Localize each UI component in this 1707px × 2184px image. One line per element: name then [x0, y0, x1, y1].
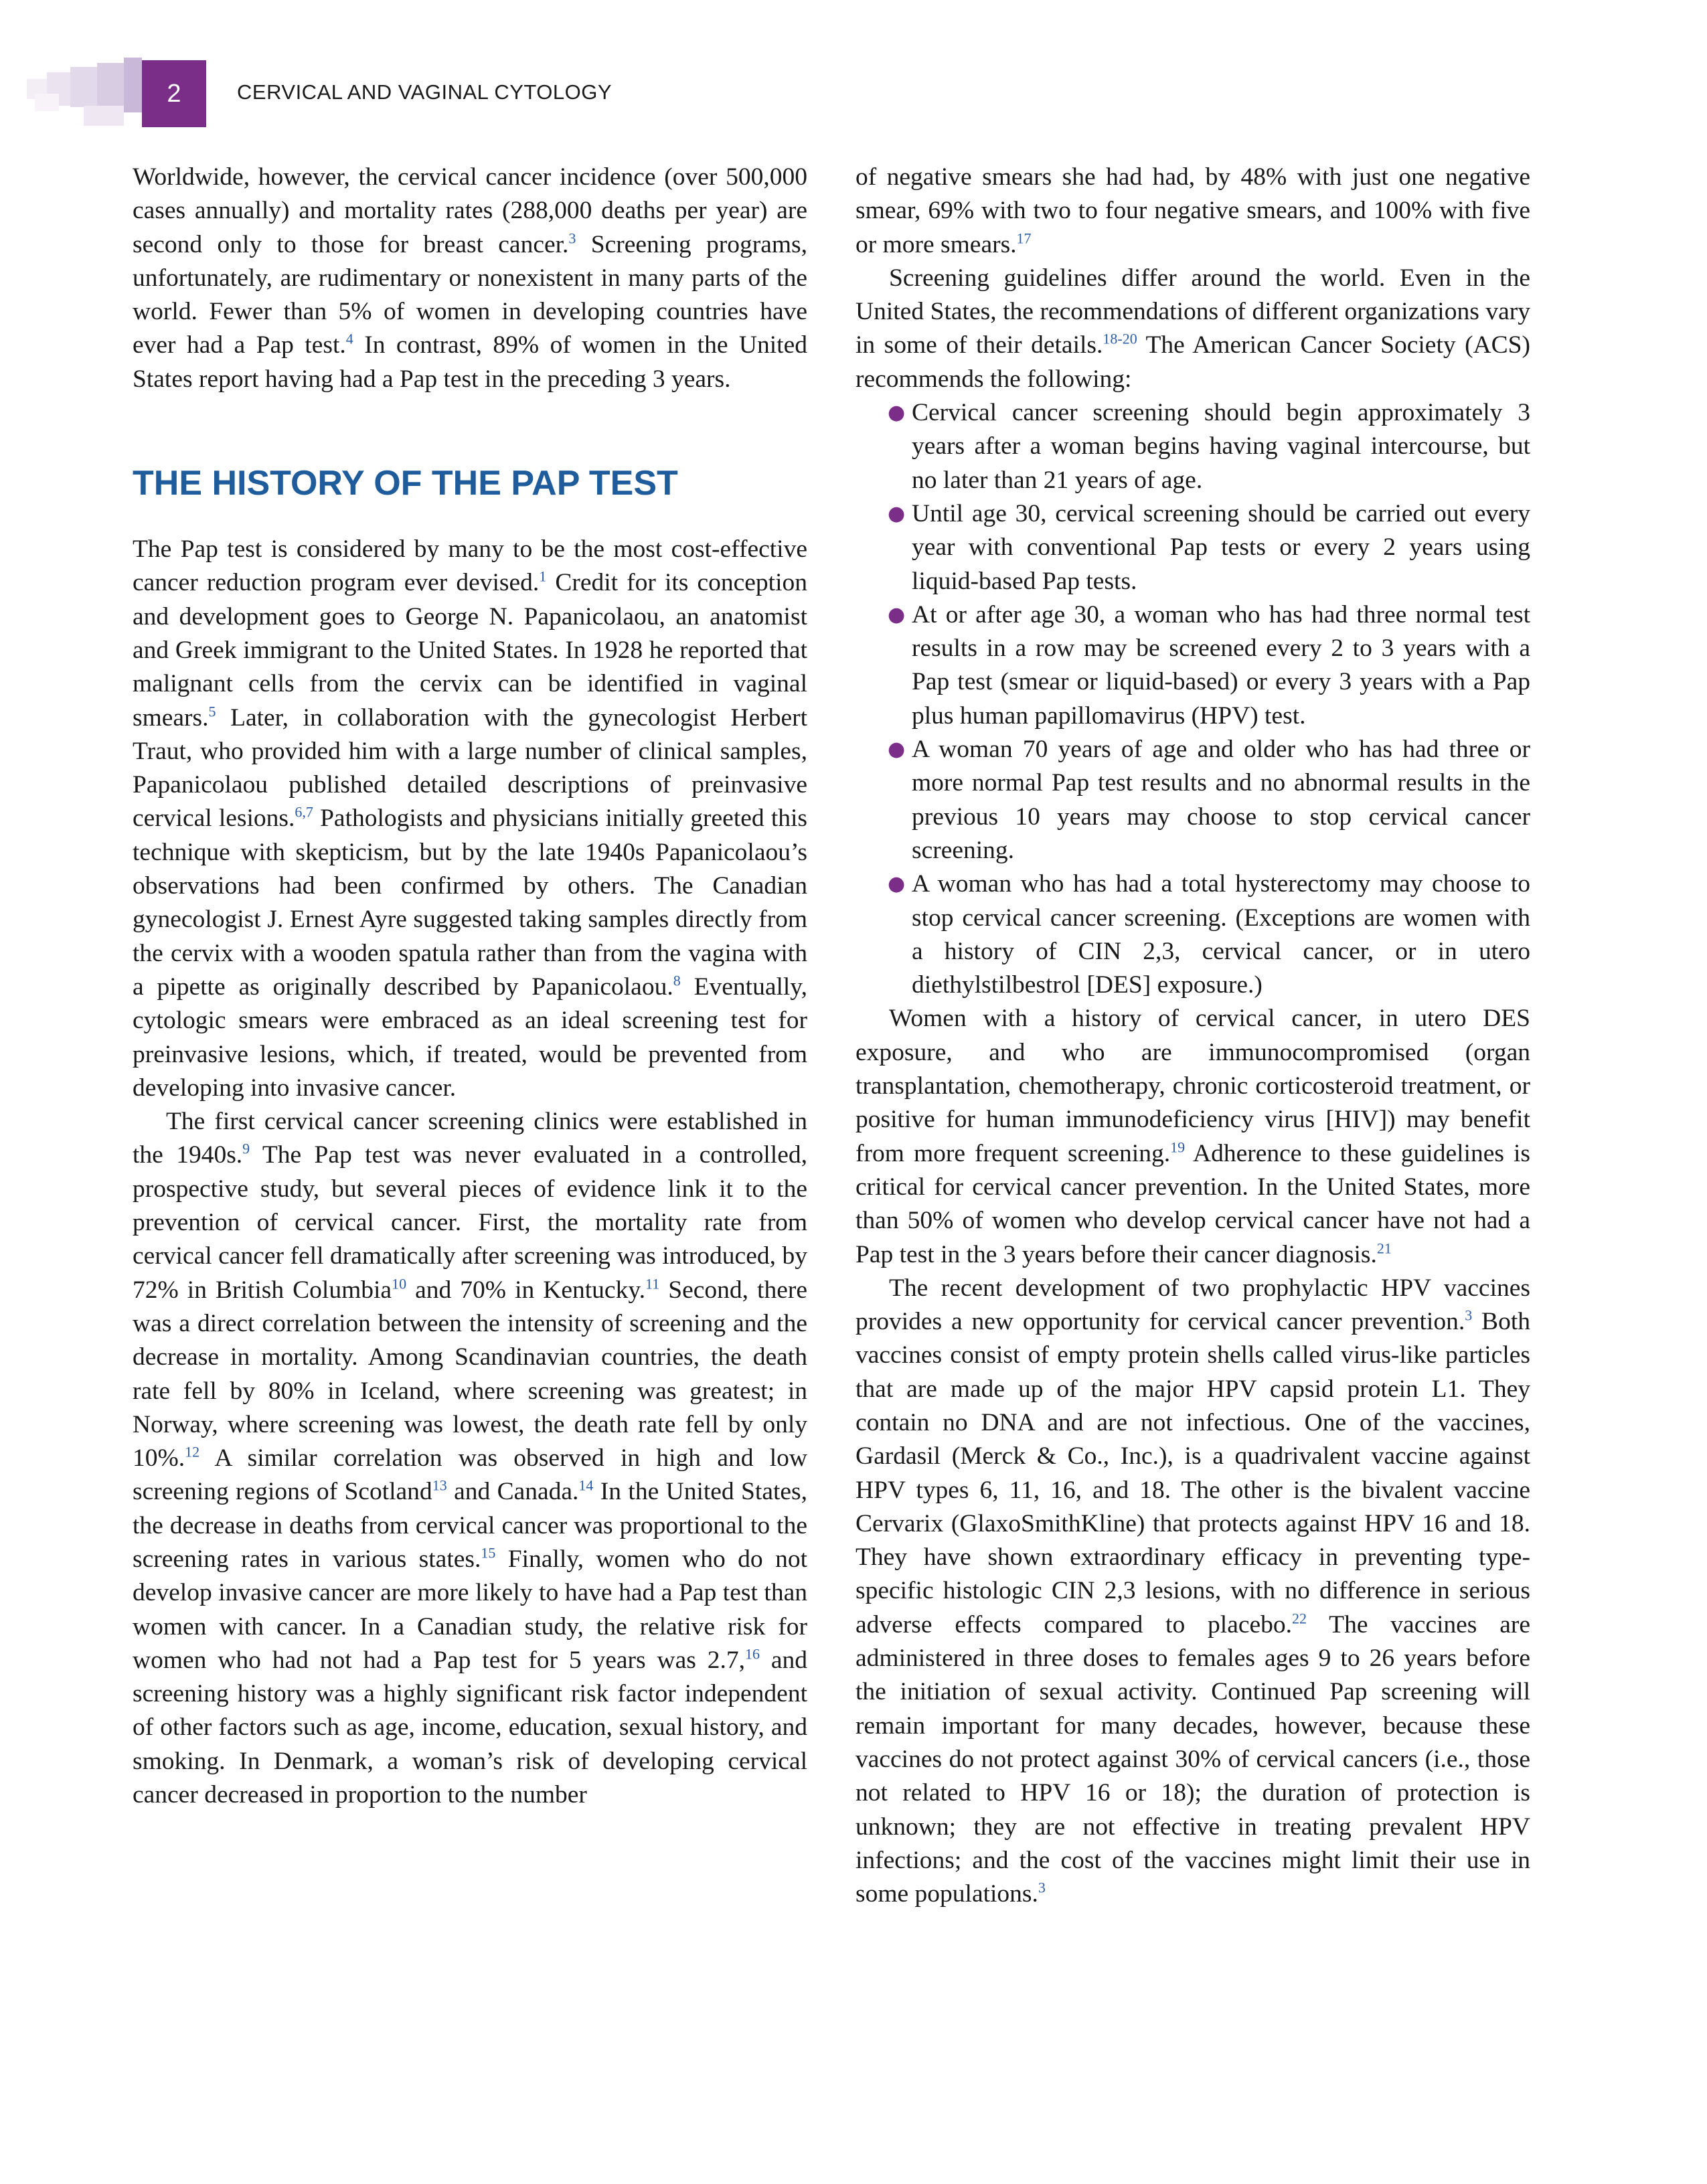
list-item: ● A woman who has had a total hysterectomy may choose to stop cervical cancer screening. (Exceptions are women with a history of CIN 2,3, cervical cancer, or in utero diethylstilbestrol [DES] exposure.)	[856, 867, 1530, 1002]
bullet-icon: ●	[888, 738, 906, 762]
section-heading: THE HISTORY OF THE PAP TEST	[133, 464, 678, 503]
reference[interactable]: 1	[539, 568, 547, 585]
right-column	[856, 161, 1530, 1911]
reference[interactable]: 12	[185, 1443, 200, 1460]
paragraph: Screening guidelines differ around the world. Even in the United States, the recommendations of different organizations vary in some of their details.$^{18-20}$ The American Cancer Society (ACS) recommends the following:	[856, 264, 1531, 393]
reference[interactable]: 22	[1292, 1610, 1307, 1627]
reference[interactable]: 10	[392, 1275, 407, 1292]
left-column	[133, 161, 807, 1812]
reference[interactable]: 15	[481, 1544, 496, 1562]
reference[interactable]: 3	[568, 230, 576, 247]
paragraph: The Pap test is considered by many to be the most cost-effective cancer reduction program ever devised.$^1$ Credit for its conception and development goes to George N. Papanicolaou, an anatomist and Greek immigrant to the United States. In 1928 he reported that malignant cells from the cervix can be identified in vaginal smears.$^5$ Later, in collaboration with the gynecologist Herbert Traut, who provided him with a large number of clinical samples, Papanicolaou published detailed descriptions of preinvasive cervical lesions.$^{6,7}$ Pathologists and physicians initially greeted this technique with skepticism, but by the late 1940s Papanicolaou’s observations had been confirmed by others. The Canadian gynecologist J. Ernest Ayre suggested taking samples directly from the cervix with a wooden spatula rather than from the vagina with a pipette as originally described by Papanicolaou.$^8$ Eventually, cytologic smears were embraced as an ideal screening test for preinvasive lesions, which, if treated, would be prevented from developing into invasive cancer.	[133, 535, 807, 1102]
reference[interactable]: 13	[432, 1477, 447, 1494]
reference[interactable]: 3	[1465, 1307, 1473, 1324]
list-item: ● Until age 30, cervical screening should be carried out every year with conventional Pap tests or every 2 years using liquid-based Pap tests.	[856, 497, 1530, 598]
paragraph: Worldwide, however, the cervical cancer incidence (over 500,000 cases annually) and mortality rates (288,000 deaths per year) are second only to those for breast cancer.$^3$ Screening programs, unfortunately, are rudimentary or nonexistent in many parts of the world. Fewer than 5% of women in developing countries have ever had a Pap test.$^4$ In contrast, 89% of women in the United States report having had a Pap test in the preceding 3 years.	[133, 163, 808, 393]
acs-recommendations-list	[856, 396, 1530, 1002]
reference[interactable]: 21	[1376, 1240, 1392, 1256]
bullet-icon: ●	[888, 401, 906, 425]
bullet-icon: ●	[888, 602, 906, 626]
paragraph: Women with a history of cervical cancer, in utero DES exposure, and who are immunocompromised (organ transplantation, chemotherapy, chronic corticosteroid treatment, or positive for human immunodeficiency virus [HIV]) may benefit from more frequent screening.$^{19}$ Adherence to these guidelines is critical for cervical cancer prevention. In the United States, more than 50% of women who develop cervical cancer have not had a Pap test in the 3 years before their cancer diagnosis.$^{21}$	[856, 1005, 1530, 1268]
list-item: ● A woman 70 years of age and older who has had three or more normal Pap test results and no abnormal results in the previous 10 years may choose to stop cervical cancer screening.	[856, 733, 1530, 867]
paragraph: The recent development of two prophylactic HPV vaccines provides a new opportunity for cervical cancer prevention.$^3$ Both vaccines consist of empty protein shells called virus-like particles that are made up of the major HPV capsid protein L1. They contain no DNA and are not infectious. One of the vaccines, Gardasil (Merck & Co., Inc.), is a quadrivalent vaccine against HPV types 6, 11, 16, and 18. The other is the bivalent vaccine Cervarix (GlaxoSmithKline) that protects against HPV 16 and 18. They have shown extraordinary efficacy in preventing type-specific histologic CIN 2,3 lesions, with no difference in serious adverse effects compared to placebo.$^{22}$ The vaccines are administered in three doses to females ages 9 to 26 years before the initiation of sexual activity. Continued Pap screening will remain important for many decades, however, because these vaccines do not protect against 30% of cervical cancers (i.e., those not related to HPV 16 or 18); the duration of protection is unknown; they are not effective in treating prevalent HPV infections; and the cost of the vaccines might limit their use in some populations.$^3$	[856, 1274, 1530, 1908]
reference[interactable]: 11	[645, 1275, 660, 1292]
reference[interactable]: 3	[1038, 1879, 1046, 1896]
reference[interactable]: 17	[1016, 230, 1032, 247]
reference[interactable]: 14	[578, 1477, 594, 1494]
reference[interactable]: 6,7	[295, 803, 313, 821]
list-item: ● Cervical cancer screening should begin approximately 3 years after a woman begins having vaginal intercourse, but no later than 21 years of age.	[856, 396, 1530, 497]
reference[interactable]: 4	[345, 330, 353, 347]
reference[interactable]: 5	[208, 703, 216, 720]
bullet-icon: ●	[888, 501, 906, 525]
page-number: 2	[142, 60, 206, 127]
reference[interactable]: 16	[744, 1645, 760, 1663]
bullet-icon: ●	[888, 872, 906, 896]
reference[interactable]: 9	[242, 1140, 250, 1157]
list-item: ● At or after age 30, a woman who has had three normal test results in a row may be screened every 2 to 3 years with a Pap test (smear or liquid-based) or every 3 years with a Pap plus human papillomavirus (HPV) test.	[856, 598, 1530, 733]
running-head: CERVICAL AND VAGINAL CYTOLOGY	[237, 80, 613, 104]
paragraph: of negative smears she had had, by 48% with just one negative smear, 69% with two to four negative smears, and 100% with five or more smears.$^{17}$	[856, 163, 1530, 258]
paragraph: The first cervical cancer screening clinics were established in the 1940s.$^9$ The Pap test was never evaluated in a controlled, prospective study, but several pieces of evidence link it to the prevention of cervical cancer. First, the mortality rate from cervical cancer fell dramatically after screening was introduced, by 72% in British Columbia$^{10}$ and 70% in Kentucky.$^{11}$ Second, there was a direct correlation between the intensity of screening and the decrease in mortality. Among Scandinavian countries, the death rate fell by 80% in Iceland, where screening was greatest; in Norway, where screening was lowest, the death rate fell by only 10%.$^{12}$ A similar correlation was observed in high and low screening regions of Scotland$^{13}$ and Canada.$^{14}$ In the United States, the decrease in deaths from cervical cancer was proportional to the screening rates in various states.$^{15}$ Finally, women who do not develop invasive cancer are more likely to have had a Pap test than women with cancer. In a Canadian study, the relative risk for women who had not had a Pap test for 5 years was 2.7,16 and screening history was a highly significant risk factor independent of other factors such as age, income, education, sexual history, and smoking. In Denmark, a woman’s risk of developing cervical cancer decreased in proportion to the number	[133, 1108, 808, 1809]
reference[interactable]: 19	[1170, 1139, 1186, 1156]
reference[interactable]: 18-20	[1103, 330, 1137, 347]
reference[interactable]: 8	[673, 972, 681, 989]
